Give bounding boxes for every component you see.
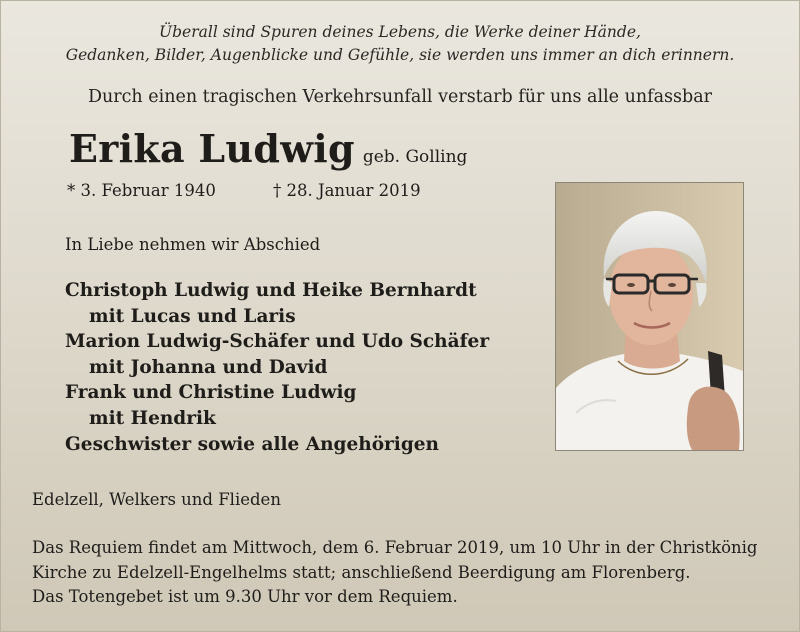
poem-line: Überall sind Spuren deines Lebens, die Werke deiner Hände, — [159, 23, 641, 41]
maiden-name: geb. Golling — [362, 147, 468, 167]
service-info — [32, 536, 757, 610]
poem-line: Gedanken, Bilder, Augenblicke und Gefühle, sie werden uns immer an dich erinnern. — [65, 46, 735, 64]
place-text: Edelzell, Welkers und Flieden — [32, 490, 281, 509]
intro-text: Durch einen tragischen Verkehrsunfall verstarb für uns alle unfassbar — [87, 87, 713, 107]
mourners-list — [65, 278, 489, 457]
memorial-poem — [1, 21, 799, 67]
death-date: † 28. Januar 2019 — [273, 181, 421, 200]
service-line: Kirche zu Edelzell-Engelhelms statt; anschließend Beerdigung am Florenberg. — [32, 562, 691, 582]
portrait-photo — [555, 182, 744, 451]
farewell-text: In Liebe nehmen wir Abschied — [65, 235, 321, 254]
mourner-line: mit Johanna und David — [89, 356, 328, 378]
birth-date: * 3. Februar 1940 — [67, 181, 216, 200]
service-line: Das Totengebet ist um 9.30 Uhr vor dem Requiem. — [32, 587, 458, 606]
mourner-line: Frank und Christine Ludwig — [65, 382, 357, 404]
service-line: Das Requiem findet am Mittwoch, dem 6. Februar 2019, um 10 Uhr in der Christkönig — [32, 538, 758, 557]
mourner-line: Christoph Ludwig und Heike Bernhardt — [65, 280, 477, 301]
mourner-line: Geschwister sowie alle Angehörigen — [65, 433, 439, 455]
deceased-name: Erika Ludwig — [69, 126, 355, 171]
deceased-name-line — [69, 126, 467, 171]
mourner-line: mit Lucas und Laris — [89, 305, 296, 327]
mourner-line: Marion Ludwig-Schäfer und Udo Schäfer — [65, 331, 490, 353]
mourner-line: mit Hendrik — [89, 407, 216, 429]
